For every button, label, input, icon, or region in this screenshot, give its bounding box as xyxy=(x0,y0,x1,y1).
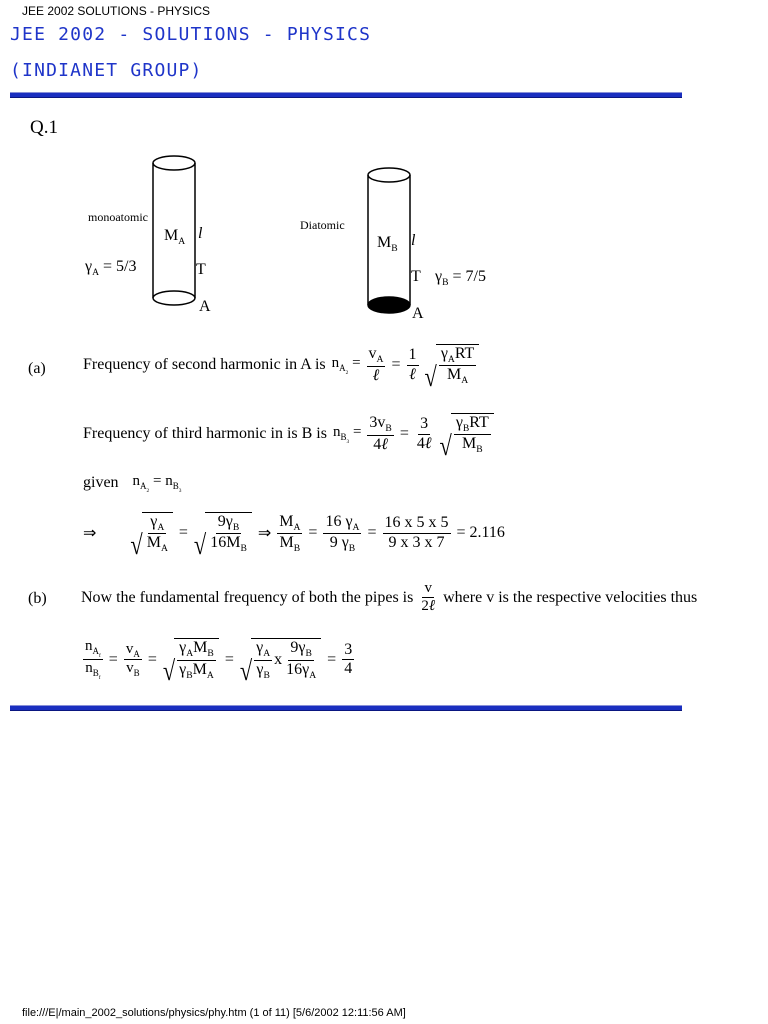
pipe-b-gamma: $\gamma_B = 7/5$ xyxy=(435,268,486,289)
part-a-line1: Frequency of second harmonic in A is $n_{A_2}$ = $\frac{v_A}{\text{ℓ}}$ = $\frac{1}{\text{ℓ}}$ √ $\frac{\gamma_ART}{M_A}$ xyxy=(83,344,479,386)
part-a-label: (a) xyxy=(28,360,46,377)
part-a-result: = 2.116 xyxy=(456,524,505,542)
browser-footer-url: file:///E|/main_2002_solutions/physics/phy.htm (1 of 11) [5/6/2002 12:11:56 AM] xyxy=(22,1007,406,1019)
part-a-line4: ⇒ √ $\frac{\gamma_A}{M_A}$ = √ $\frac{9\gamma_B}{16M_B}$ ⇒ $\frac{M_A}{M_B}$ = $\frac{16 \gamma_A}{9 \gamma_B}$ = $\frac{16 x 5 x 5}{9 x 3 x 7}$ = 2.116 xyxy=(83,512,505,561)
pipe-b-length: l xyxy=(411,232,416,249)
top-divider xyxy=(10,92,682,98)
part-b-line2: $\frac{n_{A_f}}{n_{B_f}}$ = $\frac{v_A}{v_B}$ = √ $\frac{\gamma_AM_B}{\gamma_BM_A}$ = √ $\frac{\gamma_A}{\gamma_B}$ x $\frac{9\gamma_B}{16\gamma_A}$ = $\frac{3}{4}$ xyxy=(85,638,353,687)
pipe-a-mass: $M_A$ xyxy=(164,227,186,248)
pipe-a-length: l xyxy=(198,225,203,242)
bottom-divider xyxy=(10,705,682,711)
pipe-a-label-t: T xyxy=(196,261,206,278)
pipe-a-caption: monoatomic xyxy=(88,210,148,224)
document-subtitle: (INDIANET GROUP) xyxy=(10,60,203,81)
part-a-line3: given $n_{A_2} = n_{B_3}$ xyxy=(83,473,182,494)
question-number: Q.1 xyxy=(30,117,58,138)
part-b-line1: Now the fundamental frequency of both the pipes is $\frac{v}{\text{2ℓ}}$ where v is the respective velocities thus xyxy=(81,580,698,615)
pipe-b-mass: $M_B$ xyxy=(377,234,398,255)
browser-page-title: JEE 2002 SOLUTIONS - PHYSICS xyxy=(22,4,211,18)
pipe-b-caption: Diatomic xyxy=(300,218,345,232)
pipe-b-label-t: T xyxy=(411,268,421,285)
document-title: JEE 2002 - SOLUTIONS - PHYSICS xyxy=(10,24,372,45)
part-b-label: (b) xyxy=(28,590,47,607)
pipes-figure xyxy=(80,150,540,330)
pipe-a-label-a: A xyxy=(199,298,211,315)
pipe-b-label-a: A xyxy=(412,305,424,322)
pipe-a-gamma: $\gamma_A = 5/3$ xyxy=(85,258,137,279)
part-a-line2: Frequency of third harmonic in is B is $n_{B_3}$ = $\frac{3v_B}{\text{4ℓ}}$ = $\frac{3}{\text{4ℓ}}$ √ $\frac{\gamma_BRT}{M_B}$ xyxy=(83,413,494,455)
